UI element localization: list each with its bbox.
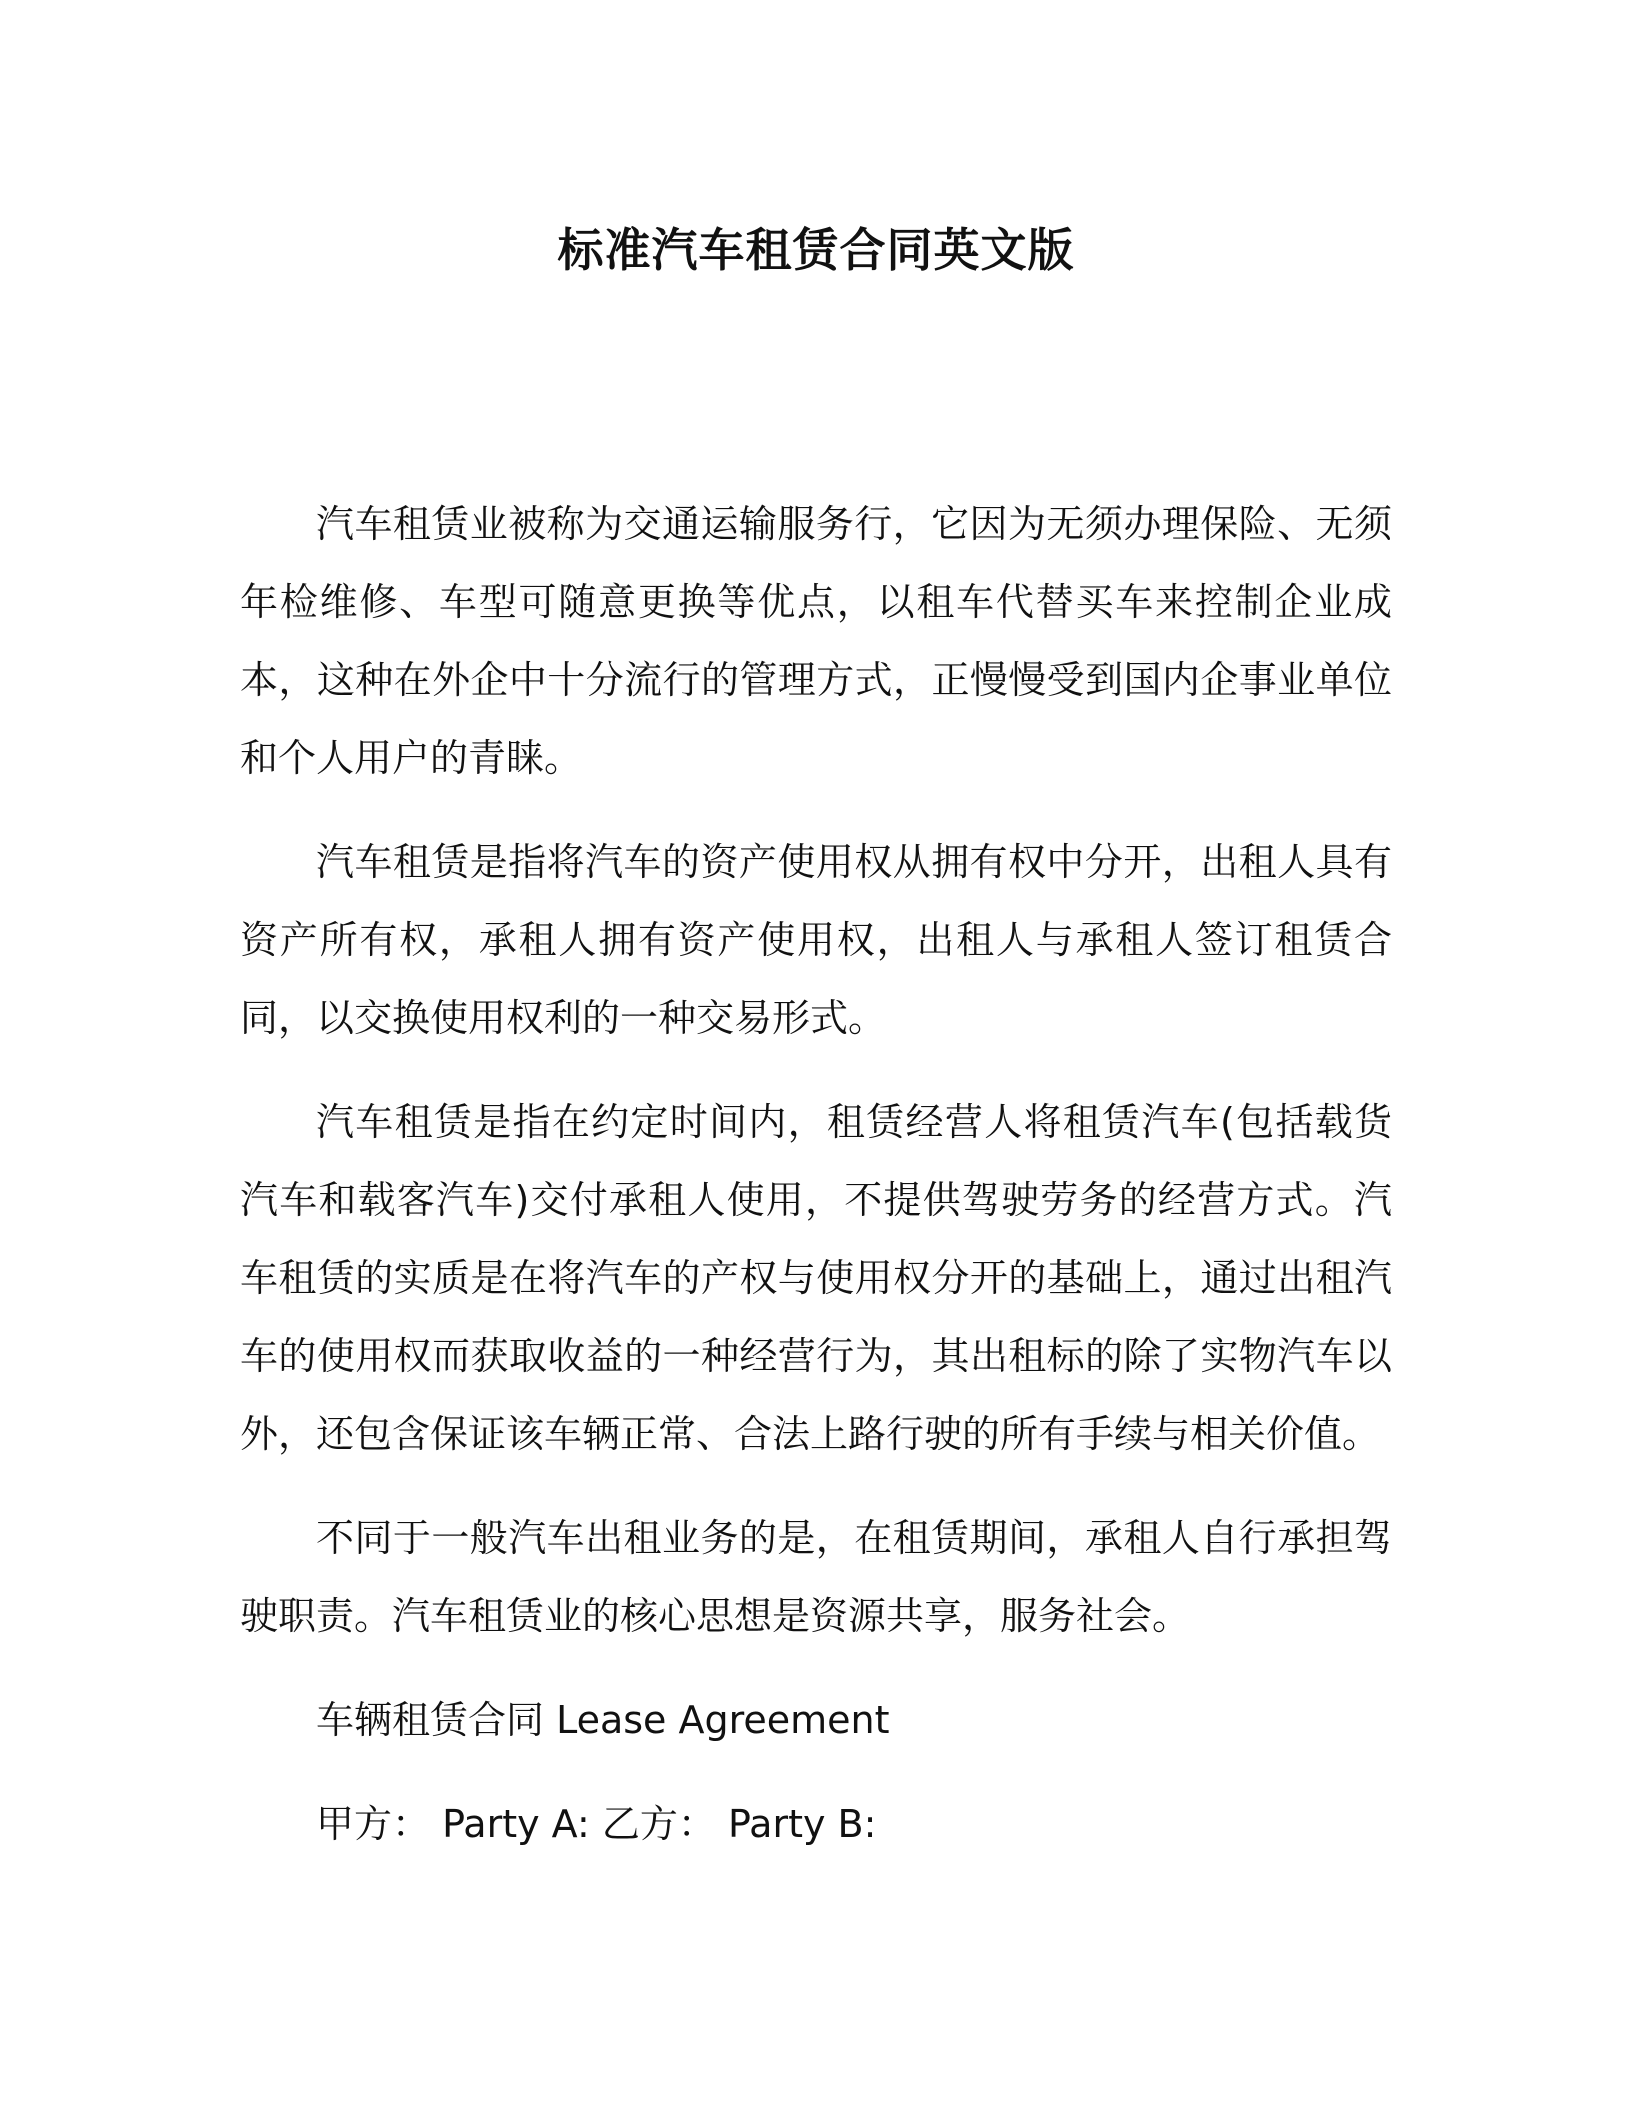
paragraph-operation: 汽车租赁是指在约定时间内，租赁经营人将租赁汽车(包括载货汽车和载客汽车)交付承租人使用，不提供驾驶劳务的经营方式。汽车租赁的实质是在将汽车的产权与使用权分开的基础上，通过出租汽车的使用权而获取收益的一种经营行为，其出租标的除了实物汽车以外，还包含保证该车辆正常、合法上路行驶的所有手续与相关价值。 [240, 1100, 1392, 1456]
paragraph-intro: 汽车租赁业被称为交通运输服务行，它因为无须办理保险、无须年检维修、车型可随意更换等优点，以租车代替买车来控制企业成本，这种在外企中十分流行的管理方式，正慢慢受到国内企事业单位和个人用户的青睐。 [240, 502, 1392, 780]
document-title: 标准汽车租赁合同英文版 [557, 223, 1075, 277]
document-body [240, 485, 1392, 1889]
parties-line: 甲方： Party A: 乙方： Party B: [316, 1802, 877, 1846]
agreement-heading: 车辆租赁合同 Lease Agreement [316, 1698, 890, 1742]
paragraph-definition: 汽车租赁是指将汽车的资产使用权从拥有权中分开，出租人具有资产所有权，承租人拥有资产使用权，出租人与承租人签订租赁合同，以交换使用权利的一种交易形式。 [240, 840, 1392, 1040]
paragraph-difference: 不同于一般汽车出租业务的是，在租赁期间，承租人自行承担驾驶职责。汽车租赁业的核心思想是资源共享，服务社会。 [240, 1516, 1392, 1638]
